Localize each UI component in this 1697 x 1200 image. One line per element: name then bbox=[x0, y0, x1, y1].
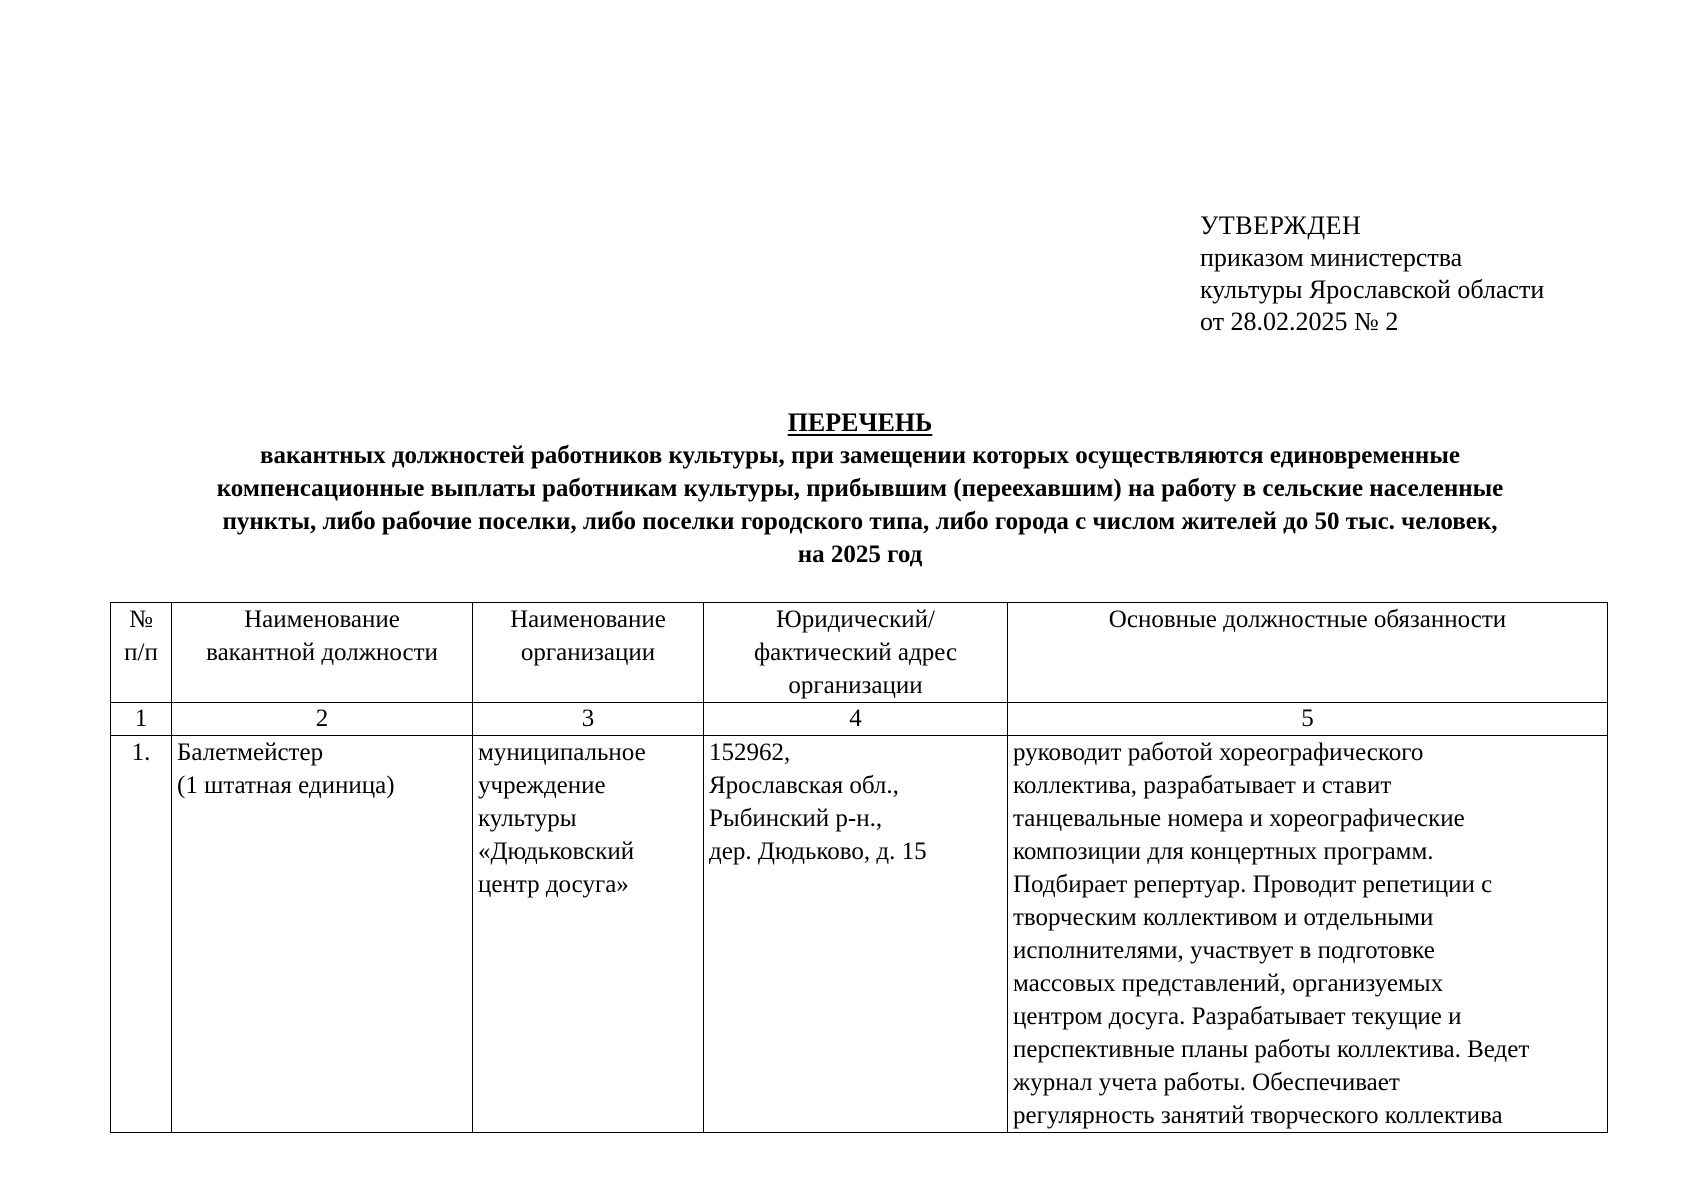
title-line: на 2025 год bbox=[797, 541, 923, 568]
cell-line: муниципальное bbox=[478, 739, 646, 766]
cell-line: культуры bbox=[478, 805, 577, 832]
cell-line: руководит работой хореографического bbox=[1013, 739, 1424, 766]
header-organization bbox=[473, 603, 704, 703]
row-duties bbox=[1008, 736, 1608, 1133]
cell-line: исполнителями, участвует в подготовке bbox=[1013, 937, 1435, 964]
title-line: компенсационные выплаты работникам культуры, прибывшим (переехавшим) на работу в сельские населенные bbox=[216, 475, 1504, 502]
title-line: пункты, либо рабочие поселки, либо поселки городского типа, либо города с числом жителей до 50 тыс. человек, bbox=[222, 508, 1498, 535]
header-position bbox=[172, 603, 473, 703]
cell-line: учреждение bbox=[478, 772, 606, 799]
cell-line: перспективные планы работы коллектива. Ведет bbox=[1013, 1036, 1530, 1063]
approval-line: культуры Ярославской области bbox=[1200, 275, 1545, 304]
column-number: 3 bbox=[473, 703, 704, 736]
cell-line: Подбирает репертуар. Проводит репетиции с bbox=[1013, 871, 1493, 898]
cell-line: дер. Дюдьково, д. 15 bbox=[709, 838, 927, 865]
approval-heading: УТВЕРЖДЕН bbox=[1200, 211, 1362, 240]
cell-line: творческим коллективом и отдельными bbox=[1013, 904, 1434, 931]
header-text: Наименование bbox=[244, 606, 400, 633]
title-main: ПЕРЕЧЕНЬ bbox=[787, 408, 933, 437]
cell-line: Рыбинский р-н., bbox=[709, 805, 883, 832]
column-number: 2 bbox=[172, 703, 473, 736]
cell-line: 152962, bbox=[709, 739, 791, 766]
cell-line: Балетмейстер bbox=[177, 739, 324, 766]
approval-line: от 28.02.2025 № 2 bbox=[1200, 307, 1399, 336]
cell-line: «Дюдьковский bbox=[478, 838, 635, 865]
cell-line: центром досуга. Разрабатывает текущие и bbox=[1013, 1003, 1462, 1030]
cell-line: Ярославская обл., bbox=[709, 772, 899, 799]
header-text: Основные должностные обязанности bbox=[1108, 606, 1507, 633]
row-number: 1. bbox=[111, 736, 172, 1133]
header-text: п/п bbox=[124, 639, 158, 666]
header-text: Наименование bbox=[510, 606, 666, 633]
title-line: вакантных должностей работников культуры, при замещении которых осуществляются единовременные bbox=[260, 442, 1460, 469]
header-text: фактический адрес bbox=[753, 639, 958, 666]
header-duties bbox=[1008, 603, 1608, 703]
column-number: 4 bbox=[704, 703, 1008, 736]
column-number: 5 bbox=[1008, 703, 1608, 736]
row-organization bbox=[473, 736, 704, 1133]
cell-line: (1 штатная единица) bbox=[177, 772, 395, 799]
header-number bbox=[111, 603, 172, 703]
table-row bbox=[111, 736, 1608, 1133]
vacancies-table bbox=[110, 602, 1608, 1133]
cell-line: регулярность занятий творческого коллектива bbox=[1013, 1102, 1503, 1129]
cell-line: массовых представлений, организуемых bbox=[1013, 970, 1444, 997]
cell-line: журнал учета работы. Обеспечивает bbox=[1013, 1069, 1400, 1096]
header-text: Юридический/ bbox=[776, 606, 935, 633]
header-text: организации bbox=[788, 672, 923, 699]
cell-line: танцевальные номера и хореографические bbox=[1013, 805, 1465, 832]
header-text: вакантной должности bbox=[206, 639, 438, 666]
header-text: № bbox=[129, 606, 153, 633]
column-number: 1 bbox=[111, 703, 172, 736]
table-header-row bbox=[111, 603, 1608, 703]
approval-stamp bbox=[1200, 210, 1544, 338]
header-address bbox=[704, 603, 1008, 703]
column-number-row bbox=[111, 703, 1608, 736]
row-address bbox=[704, 736, 1008, 1133]
cell-line: композиции для концертных программ. bbox=[1013, 838, 1434, 865]
row-position bbox=[172, 736, 473, 1133]
cell-line: коллектива, разрабатывает и ставит bbox=[1013, 772, 1392, 799]
header-text: организации bbox=[520, 639, 656, 666]
approval-line: приказом министерства bbox=[1200, 243, 1463, 272]
cell-line: центр досуга» bbox=[478, 871, 629, 898]
document-title bbox=[110, 406, 1610, 571]
